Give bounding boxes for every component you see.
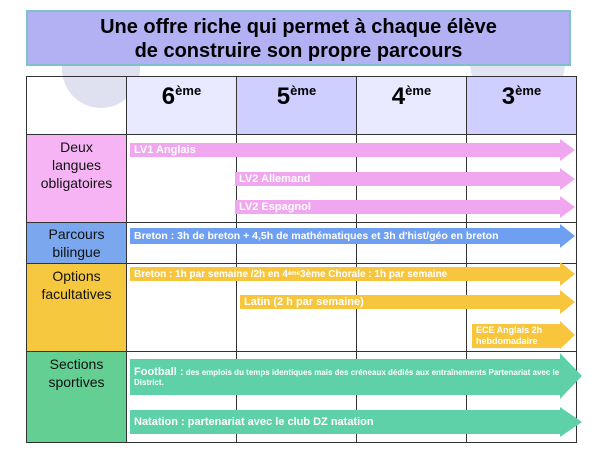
arrow-head xyxy=(560,139,575,161)
breton-option-suffix: ème xyxy=(287,271,300,277)
header-empty-cell xyxy=(26,76,127,135)
arrow-head xyxy=(560,353,582,399)
header-6eme-number: 6 xyxy=(161,83,176,110)
arrow-head xyxy=(560,321,575,349)
football-description: des emplois du temps identiques mais des créneaux dédiés aux entraînements Partenariat avec le District. xyxy=(134,367,560,387)
arrow-breton-bilingue xyxy=(130,224,575,248)
breton-option-text: Breton : 1h par semaine /2h en 4 xyxy=(134,268,288,280)
arrow-breton-chorale-label xyxy=(130,267,561,281)
arrow-head xyxy=(560,168,575,190)
row-label-bilingue: Parcours bilingue xyxy=(26,222,127,264)
row-label-options: Options facultatives xyxy=(26,263,127,352)
title-line-2: de construire son propre parcours xyxy=(134,40,463,62)
chorale-option-text: 3ème Chorale : 1h par semaine xyxy=(299,268,448,280)
arrow-latin xyxy=(240,290,575,314)
header-6eme xyxy=(126,76,237,135)
header-3eme xyxy=(466,76,577,135)
header-3eme-suffix: ème xyxy=(515,83,542,98)
arrow-lv1-anglais xyxy=(130,139,575,161)
arrow-lv2-espagnol-label: LV2 Espagnol xyxy=(235,200,561,214)
arrow-ece-anglais xyxy=(472,320,575,350)
arrow-head xyxy=(560,262,575,286)
arrow-lv2-allemand-label: LV2 Allemand xyxy=(235,172,561,186)
arrow-breton-chorale xyxy=(130,262,575,286)
row-label-sections: Sections sportives xyxy=(26,351,127,443)
header-6eme-suffix: ème xyxy=(175,83,202,98)
header-4eme-suffix: ème xyxy=(405,83,432,98)
row-divider-2 xyxy=(126,351,577,352)
header-3eme-number: 3 xyxy=(501,83,516,110)
arrow-football xyxy=(130,353,582,399)
arrow-breton-bilingue-label: Breton : 3h de breton + 4,5h de mathématiques et 3h d'hist/géo en breton xyxy=(130,228,561,244)
header-4eme xyxy=(356,76,467,135)
football-title: Football : xyxy=(134,365,184,378)
arrow-latin-label: Latin (2 h par semaine) xyxy=(240,295,561,309)
arrow-ece-label: ECE Anglais 2h hebdomadaire xyxy=(472,324,561,348)
arrow-natation xyxy=(130,407,582,437)
title-line-1: Une offre riche qui permet à chaque élève xyxy=(100,16,497,38)
arrow-lv1-label: LV1 Anglais xyxy=(130,143,561,157)
arrow-natation-label: Natation : partenariat avec le club DZ natation xyxy=(130,410,562,434)
arrow-lv2-allemand xyxy=(235,168,575,190)
slide-title xyxy=(26,10,571,66)
arrow-head xyxy=(560,407,582,437)
header-5eme xyxy=(236,76,357,135)
header-4eme-number: 4 xyxy=(391,83,406,110)
arrow-head xyxy=(560,196,575,218)
arrow-football-label xyxy=(130,359,562,395)
arrow-head xyxy=(560,290,575,314)
header-5eme-suffix: ème xyxy=(290,83,317,98)
arrow-lv2-espagnol xyxy=(235,196,575,218)
header-5eme-number: 5 xyxy=(276,83,291,110)
arrow-head xyxy=(560,224,575,248)
row-label-langues: Deux langues obligatoires xyxy=(26,134,127,223)
